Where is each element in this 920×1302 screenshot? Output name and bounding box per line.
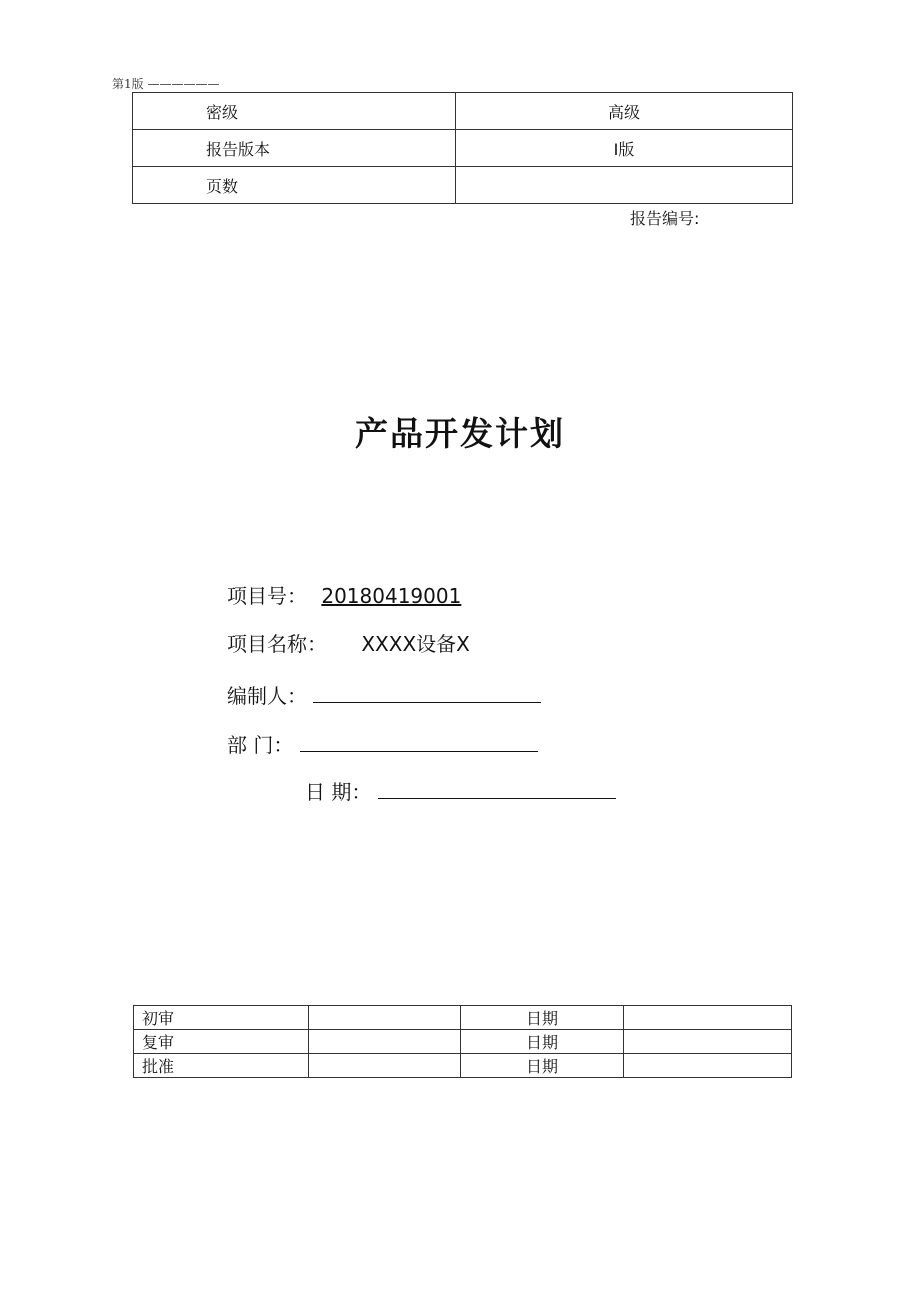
approval-date (624, 1054, 792, 1078)
version-note: 第1版 —————— (112, 77, 220, 91)
first-review-signature (309, 1006, 461, 1030)
approval-date-label: 日期 (461, 1054, 624, 1078)
second-review-date (624, 1030, 792, 1054)
page-count-value (456, 167, 793, 204)
first-review-label: 初审 (134, 1006, 309, 1030)
table-row (133, 167, 793, 204)
report-number-label: 报告编号: (630, 209, 700, 228)
project-number-value: 20180419001 (321, 584, 462, 608)
report-version-label: 报告版本 (133, 130, 456, 167)
table-row (133, 93, 793, 130)
report-version-value: I版 (456, 130, 793, 167)
document-title: 产品开发计划 (355, 414, 565, 453)
first-review-date (624, 1006, 792, 1030)
author-label: 编制人： (227, 684, 307, 708)
author-blank-line (313, 684, 541, 703)
second-review-date-label: 日期 (461, 1030, 624, 1054)
first-review-date-label: 日期 (461, 1006, 624, 1030)
project-name-label: 项目名称： (227, 632, 327, 656)
department-field (227, 729, 538, 758)
project-name-value: XXXX设备X (361, 632, 470, 656)
table-row (133, 130, 793, 167)
approval-table (133, 1005, 792, 1078)
table-row (134, 1030, 792, 1054)
date-label: 日 期： (305, 780, 372, 804)
classification-label: 密级 (133, 93, 456, 130)
second-review-label: 复审 (134, 1030, 309, 1054)
page-count-label: 页数 (133, 167, 456, 204)
date-field (305, 776, 616, 805)
approval-label: 批准 (134, 1054, 309, 1078)
author-field (227, 680, 541, 709)
second-review-signature (309, 1030, 461, 1054)
project-name-field (227, 628, 470, 657)
date-blank-line (378, 780, 616, 799)
classification-value: 高级 (456, 93, 793, 130)
approval-signature (309, 1054, 461, 1078)
project-number-label: 项目号： (227, 584, 307, 608)
department-blank-line (300, 733, 538, 752)
document-meta-table (132, 92, 793, 204)
department-label: 部 门： (227, 733, 294, 757)
project-number-field (227, 580, 461, 609)
table-row (134, 1006, 792, 1030)
table-row (134, 1054, 792, 1078)
